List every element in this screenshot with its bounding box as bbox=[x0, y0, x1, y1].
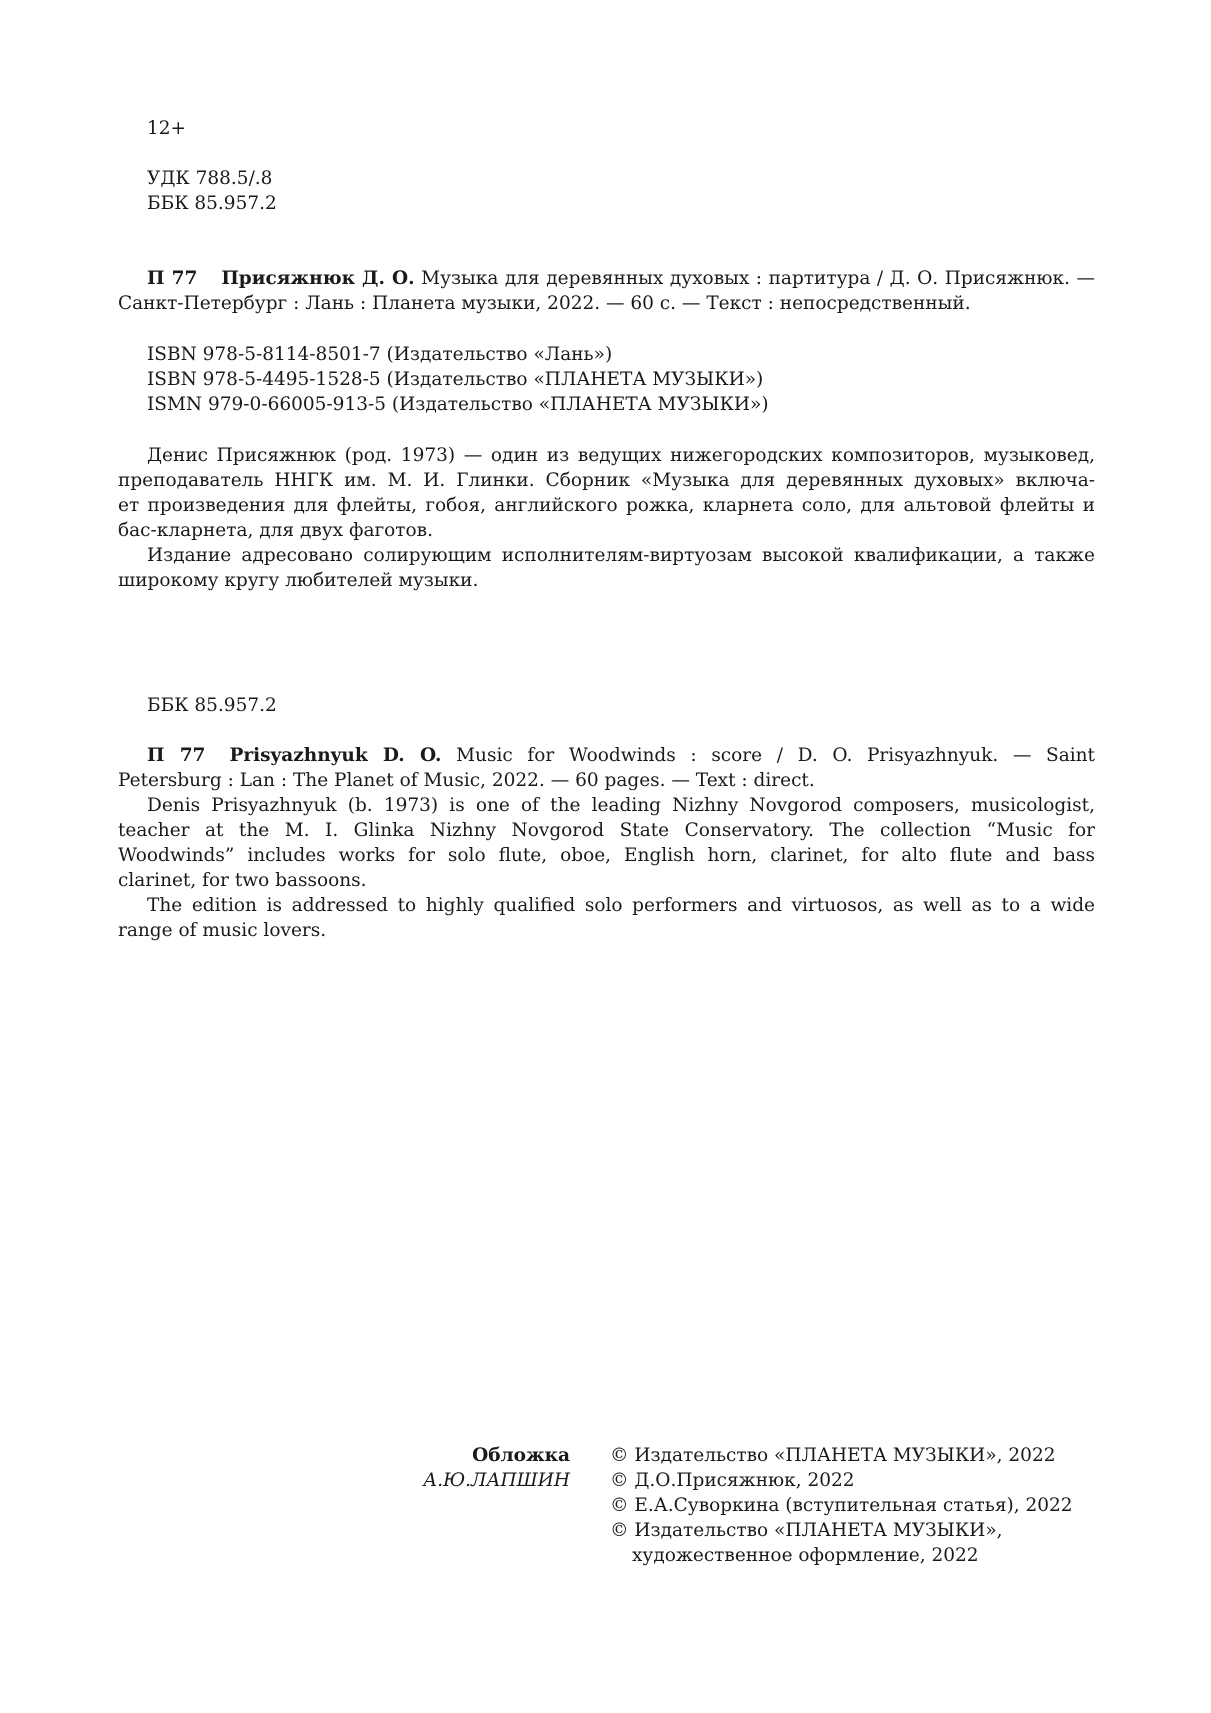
isbn-list bbox=[147, 342, 769, 417]
cover-artist: А.Ю.ЛАПШИН bbox=[423, 1470, 570, 1491]
cover-credit bbox=[330, 1443, 570, 1493]
bbk-code-en: ББК 85.957.2 bbox=[147, 695, 277, 716]
isbn-line: ISBN 978-5-8114-8501-7 (Издательство «Лань») bbox=[147, 344, 613, 365]
copyright-line: © Д.О.Присяжнюк, 2022 bbox=[610, 1470, 855, 1491]
en-entry-author: Prisyazhnyuk D. O. bbox=[229, 745, 442, 766]
udk-code: УДК 788.5/.8 bbox=[147, 168, 273, 189]
en-abstract: Denis Prisyazhnyuk (b. 1973) is one of the leading Nizhny Novgorod composers, musicologist, teacher at the M. I. Glinka Nizhny Novgorod State Conservatory. The collection “Music for Woodwinds” includes works for solo flute, oboe, English horn, clarinet, for alto flute and bass clarinet, for two bassoons. The edition is addressed to highly qualified solo performers and virtuosos, as well as to a wide range of music lovers. bbox=[118, 795, 1095, 941]
copyright-line: © Е.А.Суворкина (вступительная статья), 2022 bbox=[610, 1495, 1073, 1516]
age-rating: 12+ bbox=[147, 118, 187, 139]
cover-label: Обложка bbox=[472, 1445, 570, 1466]
isbn-line: ISBN 978-5-4495-1528-5 (Издательство «ПЛАНЕТА МУЗЫКИ») bbox=[147, 369, 764, 390]
copyright-line: © Издательство «ПЛАНЕТА МУЗЫКИ», bbox=[610, 1520, 1003, 1541]
ru-bibliographic-entry: П 77 Присяжнюк Д. О. Музыка для деревянных духовых : партитура / Д. О. Присяжнюк. — Санкт-Петербург : Лань : Планета музыки, 2022. — 60 с. — Текст : непосредственный. bbox=[118, 268, 1095, 314]
copyright-line: © Издательство «ПЛАНЕТА МУЗЫКИ», 2022 bbox=[610, 1445, 1056, 1466]
copyright-notices bbox=[610, 1443, 1073, 1568]
isbn-line: ISMN 979-0-66005-913-5 (Издательство «ПЛАНЕТА МУЗЫКИ») bbox=[147, 394, 769, 415]
ru-entry-author: Присяжнюк Д. О. bbox=[221, 268, 415, 289]
classification-codes bbox=[147, 166, 277, 216]
ru-entry-code: П 77 bbox=[147, 268, 198, 289]
ru-abstract: Денис Присяжнюк (род. 1973) — один из ведущих нижегородских композиторов, музыковед, преподаватель ННГК им. М. И. Глинки. Сборник «Музыка для деревянных духовых» включа- ет произведения для флейты, гобоя, английского рожка, кларнета соло, для альтовой флейты и бас-кларнета, для двух фаготов. Издание адресовано солирующим исполнителям-виртуозам высокой квалификации, а также широкому кругу любителей музыки. bbox=[118, 445, 1095, 591]
copyright-line: художественное оформление, 2022 bbox=[632, 1545, 979, 1566]
en-bibliographic-entry: П 77 Prisyazhnyuk D. O. Music for Woodwinds : score / D. O. Prisyazhnyuk. — Saint Petersburg : Lan : The Planet of Music, 2022. — 60 pages. — Text : direct. bbox=[118, 745, 1095, 791]
en-entry-code: П 77 bbox=[147, 745, 206, 766]
bbk-code: ББК 85.957.2 bbox=[147, 193, 277, 214]
